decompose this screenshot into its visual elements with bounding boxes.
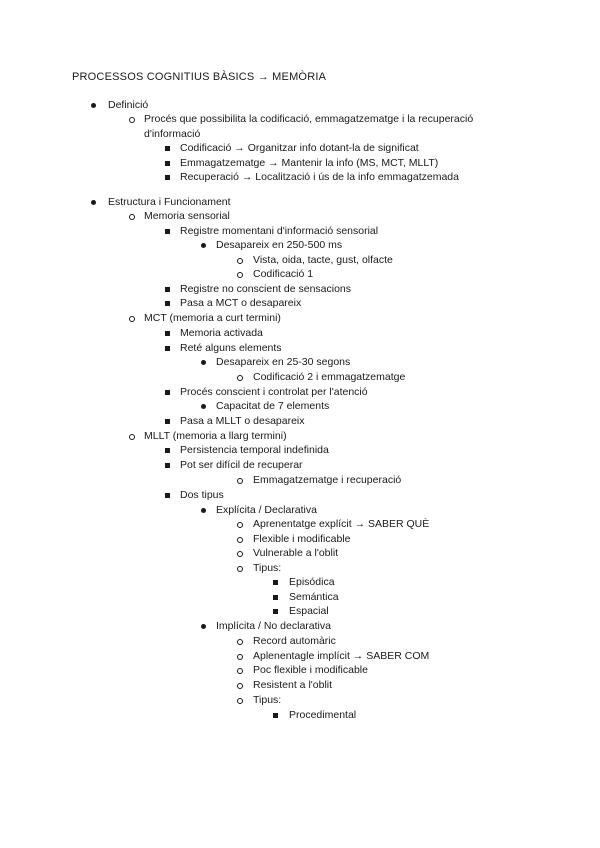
outline-item-level-5: Flexible i modificable [253, 533, 351, 545]
outline-item-level-3: Reté alguns elements [180, 342, 282, 354]
bullet-square-icon [165, 331, 170, 336]
bullet-circle-icon [237, 258, 243, 264]
bullet-disc-icon [201, 508, 206, 513]
bullet-square-icon [165, 301, 170, 306]
outline-item-level-5: Poc flexible i modificable [253, 664, 368, 676]
outline-item-level-3: Pasa a MCT o desapareix [180, 297, 302, 309]
bullet-square-icon [165, 161, 170, 166]
page-title: PROCESSOS COGNITIUS BÀSICS → MEMÒRIA [72, 71, 327, 83]
bullet-circle-icon [237, 375, 243, 381]
outline-item-level-2: MLLT (memoria a llarg termini) [144, 430, 287, 442]
outline-item-level-5: Aprenentatge explícit → SABER QUÈ [253, 518, 430, 530]
outline-item-level-5: Aplenentagle implícit → SABER COM [253, 650, 430, 662]
outline-item-level-4: Desapareix en 250-500 ms [216, 239, 343, 251]
bullet-disc-icon [201, 404, 206, 409]
outline-item-level-3: Registre no conscient de sensacions [180, 283, 352, 295]
outline-item-level-3: Pot ser difícil de recuperar [180, 459, 303, 471]
outline-item-level-2: Procés que possibilita la codificació, emmagatzematge i la recuperació d'informació [144, 113, 474, 140]
outline-item-level-4: Implícita / No declarativa [216, 620, 331, 632]
bullet-circle-icon [237, 668, 243, 674]
outline-item-level-1: Definició [108, 99, 149, 111]
outline-item-level-4: Capacitat de 7 elements [216, 400, 330, 412]
bullet-square-icon [273, 595, 278, 600]
bullet-circle-icon [237, 566, 243, 572]
bullet-circle-icon [237, 272, 243, 278]
bullet-disc-icon [201, 624, 206, 629]
bullet-circle-icon [237, 551, 243, 557]
outline-item-level-5: Codificació 1 [253, 268, 314, 280]
outline-item-level-5: Tipus: [253, 562, 282, 574]
outline-item-level-5: Vista, oida, tacte, gust, olfacte [253, 254, 393, 266]
bullet-square-icon [165, 146, 170, 151]
bullet-disc-icon [201, 360, 206, 365]
bullet-circle-icon [237, 478, 243, 484]
outline-item-level-3: Pasa a MLLT o desapareix [180, 415, 305, 427]
bullet-circle-icon [129, 434, 135, 440]
bullet-circle-icon [237, 639, 243, 645]
bullet-square-icon [273, 609, 278, 614]
outline-item-level-5: Emmagatzematge i recuperació [253, 474, 402, 486]
outline-item-level-3: Registre momentani d'informació sensorial [180, 225, 379, 237]
bullet-circle-icon [237, 537, 243, 543]
outline-item-level-6: Semántica [289, 591, 339, 603]
bullet-square-icon [165, 346, 170, 351]
bullet-square-icon [165, 175, 170, 180]
outline-item-level-2: MCT (memoria a curt termini) [144, 312, 281, 324]
bullet-square-icon [165, 493, 170, 498]
bullet-circle-icon [129, 316, 135, 322]
bullet-square-icon [165, 419, 170, 424]
outline-item-level-5: Codificació 2 i emmagatzematge [253, 371, 406, 383]
bullet-square-icon [165, 287, 170, 292]
outline-item-level-5: Tipus: [253, 694, 282, 706]
outline-item-level-3: Codificació → Organitzar info dotant-la de significat [180, 142, 419, 154]
outline-item-level-3: Persistencia temporal indefinida [180, 444, 329, 456]
outline-item-level-5: Resistent a l'oblit [253, 679, 333, 691]
outline-item-level-4: Desapareix en 25-30 segons [216, 356, 351, 368]
outline-item-level-6: Episódica [289, 576, 335, 588]
bullet-square-icon [273, 713, 278, 718]
bullet-circle-icon [237, 698, 243, 704]
bullet-square-icon [273, 580, 278, 585]
bullet-circle-icon [129, 117, 135, 123]
outline-item-level-3: Recuperació → Localització i ús de la info emmagatzemada [180, 171, 459, 183]
outline-item-level-6: Espacial [289, 605, 329, 617]
bullet-square-icon [165, 229, 170, 234]
outline-item-level-4: Explícita / Declarativa [216, 504, 317, 516]
outline-item-level-6: Procedimental [289, 709, 357, 721]
bullet-disc-icon [201, 243, 206, 248]
bullet-disc-icon [91, 200, 96, 205]
outline-item-level-5: Vulnerable a l'oblit [253, 547, 339, 559]
outline-item-level-5: Record automàric [253, 635, 336, 647]
outline-item-level-3: Dos tipus [180, 489, 224, 501]
outline-item-level-3: Emmagatzematge → Mantenir la info (MS, MCT, MLLT) [180, 157, 439, 169]
bullet-square-icon [165, 390, 170, 395]
bullet-circle-icon [237, 683, 243, 689]
bullet-circle-icon [129, 214, 135, 220]
outline-item-level-3: Memoria activada [180, 327, 263, 339]
bullet-square-icon [165, 463, 170, 468]
outline-item-level-2: Memoria sensorial [144, 210, 230, 222]
outline-item-level-1: Estructura i Funcionament [108, 196, 231, 208]
outline-item-level-3: Procés conscient i controlat per l'atenció [180, 386, 368, 398]
bullet-circle-icon [237, 522, 243, 528]
bullet-disc-icon [91, 103, 96, 108]
bullet-square-icon [165, 448, 170, 453]
bullet-circle-icon [237, 654, 243, 660]
